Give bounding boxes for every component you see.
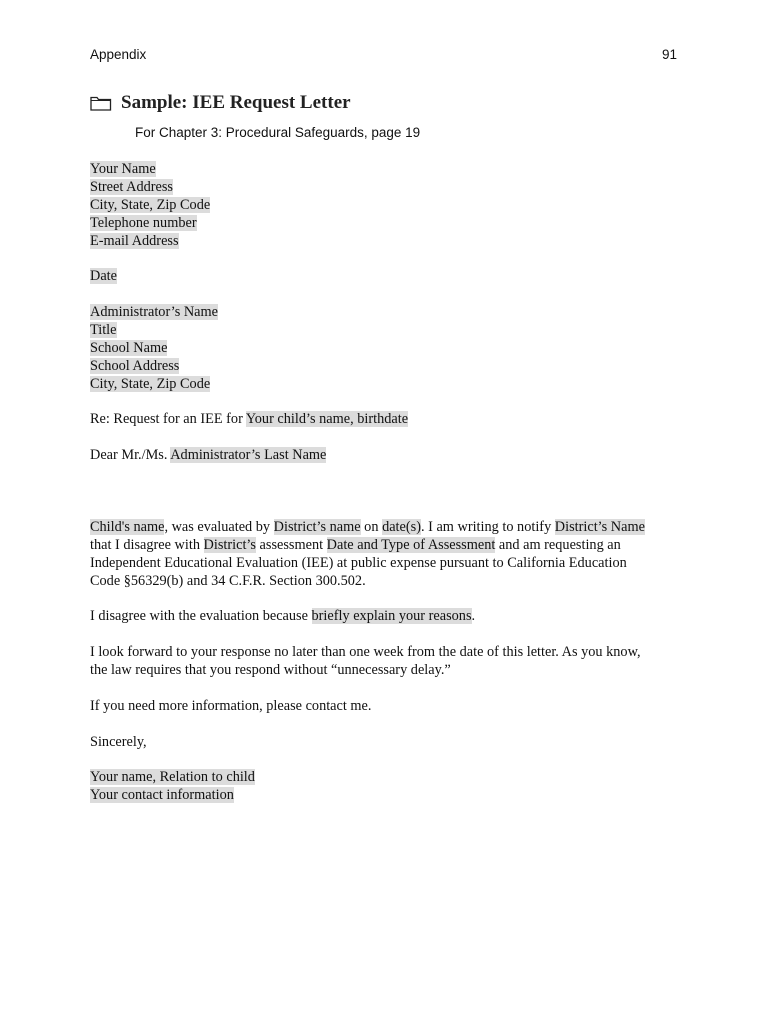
placeholder-field: City, State, Zip Code bbox=[90, 196, 211, 213]
placeholder-field: City, State, Zip Code bbox=[90, 375, 211, 392]
letter-paragraph bbox=[90, 411, 690, 429]
letter-line bbox=[90, 644, 690, 662]
letter-line bbox=[90, 734, 690, 752]
letter-text: I disagree with the evaluation because bbox=[90, 608, 312, 625]
letter-text: , was evaluated by bbox=[164, 518, 274, 535]
letter-text: . I am writing to notify bbox=[420, 518, 555, 535]
letter-line bbox=[90, 233, 690, 251]
placeholder-field: School Name bbox=[90, 339, 168, 356]
letter-line bbox=[90, 161, 690, 179]
title-row bbox=[90, 92, 351, 114]
letter-paragraph bbox=[90, 769, 690, 805]
letter-line bbox=[90, 215, 690, 233]
page-title: Sample: IEE Request Letter bbox=[121, 92, 351, 113]
letter-line bbox=[90, 197, 690, 215]
letter-text: Re: Request for an IEE for bbox=[90, 411, 246, 428]
placeholder-field: District’s name bbox=[273, 518, 361, 535]
letter-text: the law requires that you respond without “unnecessary delay.” bbox=[90, 661, 451, 678]
subtitle: For Chapter 3: Procedural Safeguards, page 19 bbox=[135, 125, 421, 140]
letter-paragraph bbox=[90, 161, 690, 250]
letter-line bbox=[90, 322, 690, 340]
letter-line bbox=[90, 787, 690, 805]
placeholder-field: District’s bbox=[203, 536, 256, 553]
running-header-section: Appendix bbox=[90, 47, 147, 62]
letter-line bbox=[90, 358, 690, 376]
letter-line bbox=[90, 608, 690, 626]
placeholder-field: briefly explain your reasons bbox=[311, 608, 472, 625]
placeholder-field: Your name, Relation to child bbox=[90, 769, 255, 786]
letter-line bbox=[90, 411, 690, 429]
letter-text: assessment bbox=[255, 536, 327, 553]
letter-text: Code §56329(b) and 34 C.F.R. Section 300.502. bbox=[90, 572, 366, 589]
placeholder-field: Child's name bbox=[90, 518, 165, 535]
placeholder-field: Administrator’s Last Name bbox=[170, 447, 327, 464]
letter-text: If you need more information, please contact me. bbox=[90, 697, 372, 714]
letter-paragraph bbox=[90, 304, 690, 393]
letter-paragraph bbox=[90, 519, 690, 591]
letter-line bbox=[90, 698, 690, 716]
letter-line bbox=[90, 662, 690, 680]
letter-line bbox=[90, 447, 690, 465]
letter-text: I look forward to your response no later than one week from the date of this letter. As you know, bbox=[90, 644, 641, 661]
page-number: 91 bbox=[662, 47, 678, 62]
letter-line bbox=[90, 268, 690, 286]
letter-paragraph bbox=[90, 644, 690, 680]
letter-line bbox=[90, 573, 690, 591]
placeholder-field: Date bbox=[90, 268, 117, 285]
letter-text: that I disagree with bbox=[90, 536, 204, 553]
letter-paragraph bbox=[90, 698, 690, 716]
placeholder-field: Administrator’s Name bbox=[90, 304, 218, 321]
placeholder-field: Your child’s name, birthdate bbox=[245, 411, 409, 428]
letter-paragraph bbox=[90, 268, 690, 286]
placeholder-field: School Address bbox=[90, 357, 180, 374]
placeholder-field: Your Name bbox=[90, 161, 156, 177]
placeholder-field: Telephone number bbox=[90, 214, 197, 231]
letter-paragraph bbox=[90, 608, 690, 626]
letter-text: Dear Mr./Ms. bbox=[90, 447, 171, 464]
letter-paragraph bbox=[90, 447, 690, 465]
letter-text: and am requesting an bbox=[495, 536, 621, 553]
letter-line bbox=[90, 304, 690, 322]
letter-line bbox=[90, 769, 690, 787]
placeholder-field: date(s) bbox=[382, 518, 421, 535]
placeholder-field: E-mail Address bbox=[90, 232, 179, 249]
letter-line bbox=[90, 555, 690, 573]
placeholder-field: Title bbox=[90, 322, 117, 339]
letter-line bbox=[90, 376, 690, 394]
placeholder-field: Street Address bbox=[90, 178, 173, 195]
letter-text: . bbox=[471, 608, 476, 625]
placeholder-field: Your contact information bbox=[90, 787, 234, 804]
placeholder-field: Date and Type of Assessment bbox=[326, 536, 496, 553]
letter-line bbox=[90, 519, 690, 537]
letter-paragraph bbox=[90, 734, 690, 752]
letter-text: on bbox=[360, 518, 383, 535]
letter-text: Sincerely, bbox=[90, 733, 147, 750]
letter-line bbox=[90, 179, 690, 197]
folder-icon bbox=[90, 95, 112, 111]
letter-text: Independent Educational Evaluation (IEE) at public expense pursuant to California Education bbox=[90, 554, 627, 571]
letter-line bbox=[90, 340, 690, 358]
letter-line bbox=[90, 537, 690, 555]
placeholder-field: District’s Name bbox=[554, 518, 645, 535]
letter-body bbox=[90, 161, 690, 823]
